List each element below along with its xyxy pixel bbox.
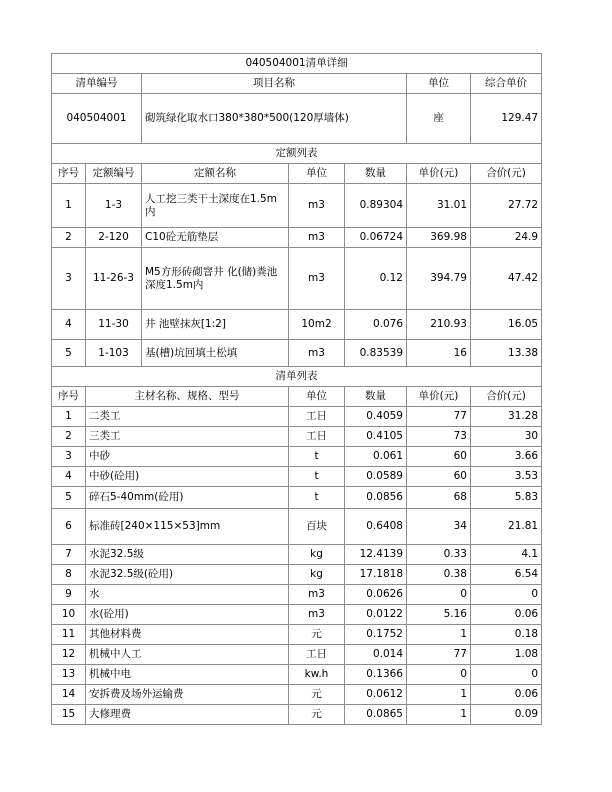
quota-unit-price: 210.93 (407, 310, 471, 340)
quota-name: 人工挖三类干土深度在1.5m内 (142, 184, 289, 228)
material-total: 30 (471, 427, 542, 447)
item-header-row (52, 74, 542, 94)
material-seq: 9 (52, 585, 86, 605)
material-unit: t (289, 487, 345, 509)
material-unit-price: 60 (407, 447, 471, 467)
material-unit: m3 (289, 605, 345, 625)
quota-total: 24.9 (471, 228, 542, 248)
material-name: 碎石5-40mm(砼用) (86, 487, 289, 509)
material-total: 0.06 (471, 605, 542, 625)
material-seq: 7 (52, 545, 86, 565)
quota-unit-price: 16 (407, 340, 471, 367)
quota-unit-price: 31.01 (407, 184, 471, 228)
material-total: 0 (471, 665, 542, 685)
material-seq: 14 (52, 685, 86, 705)
material-seq: 5 (52, 487, 86, 509)
material-unit-price: 68 (407, 487, 471, 509)
quota-qty: 0.076 (345, 310, 407, 340)
quota-seq: 3 (52, 248, 86, 310)
material-name: 中砂(砼用) (86, 467, 289, 487)
material-qty: 0.0589 (345, 467, 407, 487)
material-unit: t (289, 467, 345, 487)
quota-unit: m3 (289, 248, 345, 310)
material-unit: 元 (289, 705, 345, 725)
quota-name: C10砼无筋垫层 (142, 228, 289, 248)
quota-name: 基(槽)坑回填土松填 (142, 340, 289, 367)
material-unit-price: 1 (407, 685, 471, 705)
material-unit-header: 单位 (289, 387, 345, 407)
material-name: 标准砖[240×115×53]mm (86, 509, 289, 545)
material-qty: 0.0856 (345, 487, 407, 509)
material-unit: 工日 (289, 645, 345, 665)
quota-total: 27.72 (471, 184, 542, 228)
material-total: 0.06 (471, 685, 542, 705)
materials-section-title: 清单列表 (52, 367, 542, 387)
material-qty: 0.4059 (345, 407, 407, 427)
quota-qty: 0.12 (345, 248, 407, 310)
material-unit-price: 1 (407, 625, 471, 645)
material-total: 3.66 (471, 447, 542, 467)
material-qty: 0.4105 (345, 427, 407, 447)
material-name: 安拆费及场外运输费 (86, 685, 289, 705)
item-unit: 座 (407, 94, 471, 144)
material-row (52, 545, 542, 565)
material-row (52, 625, 542, 645)
item-row (52, 94, 542, 144)
material-unit: 元 (289, 625, 345, 645)
material-unit-price: 0 (407, 665, 471, 685)
material-row (52, 407, 542, 427)
quota-qty: 0.83539 (345, 340, 407, 367)
quota-unit: m3 (289, 340, 345, 367)
item-code-header: 清单编号 (52, 74, 142, 94)
material-row (52, 605, 542, 625)
quota-name: 井 池壁抹灰[1:2] (142, 310, 289, 340)
material-seq: 11 (52, 625, 86, 645)
material-total-header: 合价(元) (471, 387, 542, 407)
material-unit: kw.h (289, 665, 345, 685)
quota-qty-header: 数量 (345, 164, 407, 184)
material-seq: 10 (52, 605, 86, 625)
material-row (52, 665, 542, 685)
quota-row (52, 228, 542, 248)
material-qty: 0.0612 (345, 685, 407, 705)
material-name: 机械中人工 (86, 645, 289, 665)
quota-name: M5方形砖砌窨井 化(储)粪池深度1.5m内 (142, 248, 289, 310)
material-unit: 百块 (289, 509, 345, 545)
item-price-header: 综合单价 (471, 74, 542, 94)
material-qty: 0.6408 (345, 509, 407, 545)
material-unit: kg (289, 545, 345, 565)
material-unit-price: 77 (407, 645, 471, 665)
material-name: 中砂 (86, 447, 289, 467)
bill-detail-table (51, 53, 542, 725)
material-name: 其他材料费 (86, 625, 289, 645)
quota-qty: 0.06724 (345, 228, 407, 248)
material-unit-price: 0.33 (407, 545, 471, 565)
material-seq: 1 (52, 407, 86, 427)
quota-seq: 5 (52, 340, 86, 367)
material-row (52, 645, 542, 665)
material-qty: 12.4139 (345, 545, 407, 565)
material-unit: 工日 (289, 407, 345, 427)
material-qty: 0.0626 (345, 585, 407, 605)
materials-header-row (52, 387, 542, 407)
material-row (52, 487, 542, 509)
material-row (52, 467, 542, 487)
quota-code-header: 定额编号 (86, 164, 142, 184)
material-name: 机械中电 (86, 665, 289, 685)
quota-row (52, 310, 542, 340)
material-unit-price: 1 (407, 705, 471, 725)
material-qty: 0.0865 (345, 705, 407, 725)
item-code: 040504001 (52, 94, 142, 144)
material-seq: 8 (52, 565, 86, 585)
item-price: 129.47 (471, 94, 542, 144)
material-row (52, 427, 542, 447)
quota-code: 1-3 (86, 184, 142, 228)
quota-row (52, 340, 542, 367)
material-name: 水(砼用) (86, 605, 289, 625)
material-qty: 0.1366 (345, 665, 407, 685)
material-unit: kg (289, 565, 345, 585)
quota-name-header: 定额名称 (142, 164, 289, 184)
quota-seq: 4 (52, 310, 86, 340)
material-total: 4.1 (471, 545, 542, 565)
material-total: 0 (471, 585, 542, 605)
material-name: 三类工 (86, 427, 289, 447)
quota-total: 47.42 (471, 248, 542, 310)
material-total: 21.81 (471, 509, 542, 545)
material-qty: 17.1818 (345, 565, 407, 585)
material-total: 0.18 (471, 625, 542, 645)
quota-unit-price-header: 单价(元) (407, 164, 471, 184)
material-total: 3.53 (471, 467, 542, 487)
quota-code: 11-30 (86, 310, 142, 340)
material-seq: 3 (52, 447, 86, 467)
material-unit-price: 0 (407, 585, 471, 605)
material-total: 0.09 (471, 705, 542, 725)
material-qty: 0.014 (345, 645, 407, 665)
quota-total: 16.05 (471, 310, 542, 340)
quota-unit-header: 单位 (289, 164, 345, 184)
material-total: 5.83 (471, 487, 542, 509)
quota-section-title: 定额列表 (52, 144, 542, 164)
quota-unit: 10m2 (289, 310, 345, 340)
quota-row (52, 184, 542, 228)
quota-unit: m3 (289, 184, 345, 228)
quota-seq: 2 (52, 228, 86, 248)
quota-unit-price: 369.98 (407, 228, 471, 248)
quota-section-row (52, 144, 542, 164)
material-row (52, 705, 542, 725)
material-row (52, 509, 542, 545)
material-qty: 0.0122 (345, 605, 407, 625)
quota-unit: m3 (289, 228, 345, 248)
material-unit-price: 73 (407, 427, 471, 447)
material-name: 水 (86, 585, 289, 605)
material-seq: 13 (52, 665, 86, 685)
material-name: 水泥32.5级(砼用) (86, 565, 289, 585)
material-seq: 12 (52, 645, 86, 665)
quota-row (52, 248, 542, 310)
quota-code: 11-26-3 (86, 248, 142, 310)
material-unit-price: 5.16 (407, 605, 471, 625)
material-unit: 工日 (289, 427, 345, 447)
material-name: 大修理费 (86, 705, 289, 725)
quota-total: 13.38 (471, 340, 542, 367)
title-row (52, 54, 542, 74)
material-unit: m3 (289, 585, 345, 605)
material-seq: 15 (52, 705, 86, 725)
sheet-title: 040504001清单详细 (52, 54, 542, 74)
material-unit-price: 0.38 (407, 565, 471, 585)
material-total: 1.08 (471, 645, 542, 665)
material-name: 二类工 (86, 407, 289, 427)
material-seq: 2 (52, 427, 86, 447)
quota-code: 1-103 (86, 340, 142, 367)
quota-seq-header: 序号 (52, 164, 86, 184)
material-total: 31.28 (471, 407, 542, 427)
material-unit-price: 34 (407, 509, 471, 545)
material-seq-header: 序号 (52, 387, 86, 407)
quota-total-header: 合价(元) (471, 164, 542, 184)
material-qty-header: 数量 (345, 387, 407, 407)
material-unit-price-header: 单价(元) (407, 387, 471, 407)
quota-header-row (52, 164, 542, 184)
material-row (52, 585, 542, 605)
material-name: 水泥32.5级 (86, 545, 289, 565)
material-seq: 4 (52, 467, 86, 487)
material-seq: 6 (52, 509, 86, 545)
material-total: 6.54 (471, 565, 542, 585)
material-unit-price: 60 (407, 467, 471, 487)
material-row (52, 447, 542, 467)
materials-section-row (52, 367, 542, 387)
item-name: 砌筑绿化取水口380*380*500(120厚墙体) (142, 94, 407, 144)
item-unit-header: 单位 (407, 74, 471, 94)
quota-qty: 0.89304 (345, 184, 407, 228)
material-qty: 0.1752 (345, 625, 407, 645)
material-name-header: 主材名称、规格、型号 (86, 387, 289, 407)
quota-seq: 1 (52, 184, 86, 228)
material-qty: 0.061 (345, 447, 407, 467)
material-row (52, 685, 542, 705)
quota-unit-price: 394.79 (407, 248, 471, 310)
material-unit-price: 77 (407, 407, 471, 427)
material-row (52, 565, 542, 585)
quota-code: 2-120 (86, 228, 142, 248)
material-unit: t (289, 447, 345, 467)
material-unit: 元 (289, 685, 345, 705)
item-name-header: 项目名称 (142, 74, 407, 94)
